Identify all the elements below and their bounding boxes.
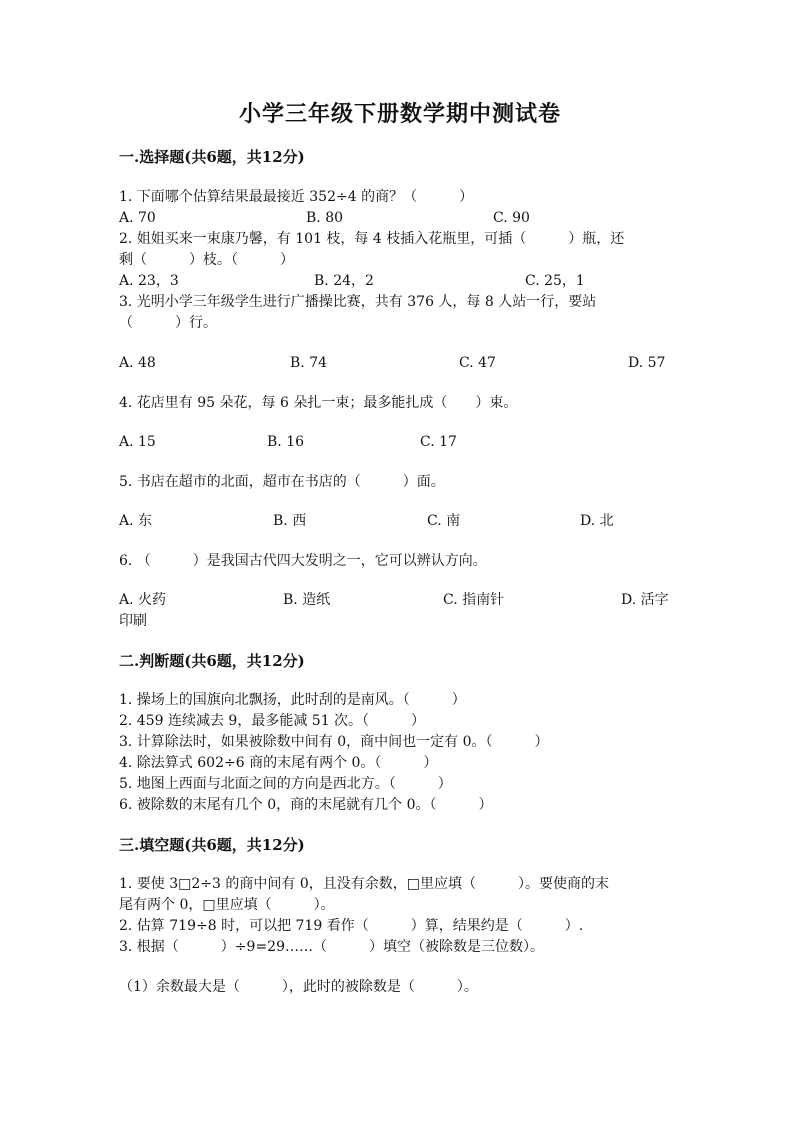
option: D. 57 xyxy=(628,355,666,371)
option: A. 70 xyxy=(119,210,156,226)
section-heading-judgement: 二.判断题(共6题，共12分) xyxy=(119,652,305,670)
option: C. 25，1 xyxy=(525,273,585,289)
judgement-item: 6. 被除数的末尾有几个 0，商的末尾就有几个 0。（ ） xyxy=(119,797,493,813)
fill-blank-question: 2. 估算 719÷8 时，可以把 719 看作（ ）算，结果约是（ ）. xyxy=(119,918,584,934)
question-stem: 2. 姐姐买来一束康乃馨，有 101 枝，每 4 枝插入花瓶里，可插（ ）瓶，还 xyxy=(119,231,625,247)
judgement-item: 3. 计算除法时，如果被除数中间有 0，商中间也一定有 0。（ ） xyxy=(119,734,549,750)
option: D. 活字 xyxy=(621,592,669,608)
judgement-item: 1. 操场上的国旗向北飘扬，此时刮的是南风。（ ） xyxy=(119,692,466,708)
page-title: 小学三年级下册数学期中测试卷 xyxy=(238,101,561,127)
section-heading-fill-blank: 三.填空题(共6题，共12分) xyxy=(119,836,305,854)
fill-blank-subquestion: （1）余数最大是（ ），此时的被除数是（ ）。 xyxy=(119,979,478,995)
option: B. 16 xyxy=(267,434,305,450)
option: B. 24，2 xyxy=(314,273,374,289)
question-stem: 5. 书店在超市的北面，超市在书店的（ ）面。 xyxy=(119,474,445,490)
option: C. 90 xyxy=(493,210,530,226)
judgement-item: 4. 除法算式 602÷6 商的末尾有两个 0。（ ） xyxy=(119,755,438,771)
question-stem: 4. 花店里有 95 朵花，每 6 朵扎一束；最多能扎成（ ）束。 xyxy=(119,395,518,411)
option: B. 80 xyxy=(306,210,344,226)
option: C. 17 xyxy=(420,434,457,450)
option: C. 南 xyxy=(427,513,461,529)
judgement-item: 5. 地图上西面与北面之间的方向是西北方。（ ） xyxy=(119,776,452,792)
option: A. 23，3 xyxy=(119,273,179,289)
question-stem: 6. （ ）是我国古代四大发明之一，它可以辨认方向。 xyxy=(119,553,487,569)
section-heading-choice: 一.选择题(共6题，共12分) xyxy=(119,148,305,166)
question-stem-continued: （ ）行。 xyxy=(119,315,217,331)
option: A. 火药 xyxy=(119,592,167,608)
option: A. 48 xyxy=(119,355,156,371)
option-wrap: 印刷 xyxy=(119,613,147,629)
judgement-item: 2. 459 连续减去 9，最多能减 51 次。（ ） xyxy=(119,713,426,729)
option: A. 东 xyxy=(119,513,153,529)
option: B. 造纸 xyxy=(283,592,331,608)
option: B. 74 xyxy=(290,355,328,371)
question-stem: 1. 下面哪个估算结果最最接近 352÷4 的商？（ ） xyxy=(119,189,474,205)
option: A. 15 xyxy=(119,434,156,450)
option: B. 西 xyxy=(273,513,307,529)
question-stem-continued: 剩（ ）枝。（ ） xyxy=(119,252,294,268)
fill-blank-question-continued: 尾有两个 0，□里应填（ ）。 xyxy=(119,897,335,913)
fill-blank-question: 3. 根据（ ）÷9=29……（ ）填空（被除数是三位数）。 xyxy=(119,939,544,955)
option: C. 指南针 xyxy=(443,592,505,608)
question-stem: 3. 光明小学三年级学生进行广播操比赛，共有 376 人，每 8 人站一行，要站 xyxy=(119,294,597,310)
option: D. 北 xyxy=(580,513,614,529)
option: C. 47 xyxy=(459,355,496,371)
fill-blank-question: 1. 要使 3□2÷3 的商中间有 0，且没有余数，□里应填（ ）。要使商的末 xyxy=(119,876,609,892)
